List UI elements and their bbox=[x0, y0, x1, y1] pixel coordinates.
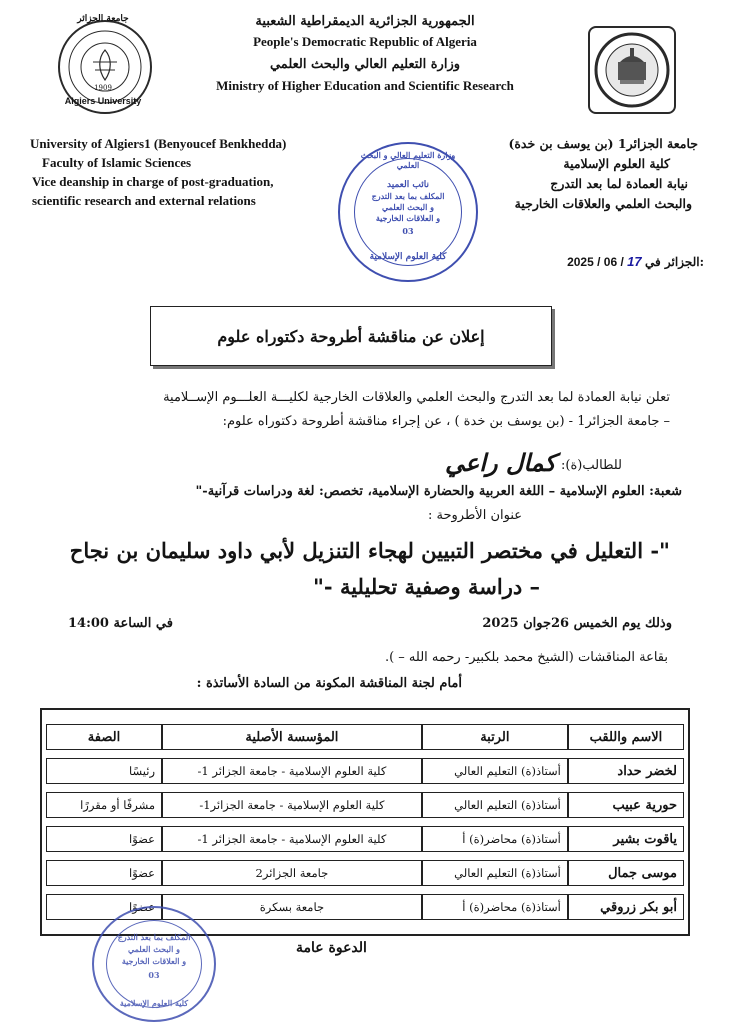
intro-line-1: تعلن نيابة العمادة لما بعد التدرج والبحث العلمي والعلاقات الخارجية لكليـــة العلـــوم الإســلامية bbox=[163, 390, 670, 405]
student-line bbox=[445, 448, 622, 477]
member-institution: جامعة الجزائر2 bbox=[162, 860, 422, 886]
header-name: الاسم واللقب bbox=[568, 724, 684, 750]
member-rank: أستاذ(ة) التعليم العالي bbox=[422, 792, 568, 818]
table-row bbox=[46, 792, 684, 818]
stamp-line: المكلف بما بعد التدرج bbox=[371, 191, 445, 201]
member-institution: جامعة بسكرة bbox=[162, 894, 422, 920]
ministry-arabic: وزارة التعليم العالي والبحث العلمي bbox=[269, 57, 461, 72]
member-name: ياقوت بشير bbox=[568, 826, 684, 852]
institution-line: University of Algiers1 (Benyoucef Benkhedda) bbox=[30, 136, 287, 151]
republic-arabic: الجمهورية الجزائرية الديمقراطية الشعبية bbox=[255, 14, 475, 29]
logo-english-text: Algiers University bbox=[64, 96, 142, 106]
member-institution: كلية العلوم الإسلامية - جامعة الجزائر1- bbox=[162, 792, 422, 818]
member-institution: كلية العلوم الإسلامية - جامعة الجزائر 1- bbox=[162, 826, 422, 852]
stamp-line: و البحث العلمي bbox=[382, 202, 434, 212]
member-role: عضوًا bbox=[46, 860, 162, 886]
faculty-logo bbox=[588, 26, 676, 114]
institution-line: كلية العلوم الإسلامية bbox=[563, 156, 670, 171]
member-name: لخضر حداد bbox=[568, 758, 684, 784]
thesis-label: عنوان الأطروحة : bbox=[427, 508, 522, 523]
defense-hall: بقاعة المناقشات (الشيخ محمد بلكبير- رحمه الله – ). bbox=[384, 650, 668, 665]
issue-date: 2025 / 06 / 17 الجزائر في: bbox=[567, 254, 704, 269]
member-rank: أستاذ(ة) محاضر(ة) أ bbox=[422, 894, 568, 920]
intro-line-2: – جامعة الجزائر1 - (بن يوسف بن خدة ) ، عن إجراء مناقشة أطروحة دكتوراه علوم: bbox=[222, 414, 670, 429]
stamp-line: نائب العميد bbox=[387, 180, 429, 190]
institution-block-arabic bbox=[508, 134, 698, 214]
member-rank: أستاذ(ة) محاضر(ة) أ bbox=[422, 826, 568, 852]
member-rank: أستاذ(ة) التعليم العالي bbox=[422, 860, 568, 886]
table-row bbox=[46, 758, 684, 784]
member-name: موسى جمال bbox=[568, 860, 684, 886]
header-rank: الرتبة bbox=[422, 724, 568, 750]
date-month: 06 bbox=[603, 255, 618, 269]
stamp-number: 03 bbox=[148, 970, 160, 980]
member-rank: أستاذ(ة) التعليم العالي bbox=[422, 758, 568, 784]
member-role: مشرفًا أو مقررًا bbox=[46, 792, 162, 818]
stamp-line: و البحث العلمي bbox=[128, 944, 180, 954]
institution-line: Vice deanship in charge of post-graduation, bbox=[32, 174, 274, 189]
institution-block-english bbox=[30, 134, 286, 210]
table-row bbox=[46, 860, 684, 886]
institution-line: Faculty of Islamic Sciences bbox=[42, 155, 192, 170]
date-day: 17 bbox=[627, 254, 642, 269]
ministry-english: Ministry of Higher Education and Scientific Research bbox=[216, 78, 514, 93]
institution-line: scientific research and external relations bbox=[32, 193, 256, 208]
stamp-bottom-text: كلية العلوم الإسلامية bbox=[119, 998, 189, 1008]
institution-line: نيابة العمادة لما بعد التدرج bbox=[550, 176, 688, 191]
date-label: الجزائر في: bbox=[644, 255, 704, 269]
stamp-bottom-text: كلية العلوم الإسلامية bbox=[369, 252, 447, 262]
table-row bbox=[46, 826, 684, 852]
institution-line: والبحث العلمي والعلاقات الخارجية bbox=[514, 196, 692, 211]
defense-time: في الساعة 14:00 bbox=[68, 616, 173, 631]
public-invitation: الدعوة عامة bbox=[296, 940, 367, 956]
date-year: 2025 bbox=[567, 255, 594, 269]
member-institution: كلية العلوم الإسلامية - جامعة الجزائر 1- bbox=[162, 758, 422, 784]
stamp-line: المكلف بما بعد التدرج bbox=[117, 932, 191, 942]
member-role: عضوًا bbox=[46, 894, 162, 920]
header-role: الصفة bbox=[46, 724, 162, 750]
defense-date: وذلك يوم الخميس 26جوان 2025 bbox=[482, 616, 672, 631]
member-name: حورية عبيب bbox=[568, 792, 684, 818]
announcement-title: إعلان عن مناقشة أطروحة دكتوراه علوم bbox=[150, 306, 552, 366]
jury-table bbox=[40, 708, 690, 936]
official-stamp bbox=[338, 142, 478, 282]
header-institution: المؤسسة الأصلية bbox=[162, 724, 422, 750]
official-stamp-bottom bbox=[92, 906, 216, 1022]
logo-year: 1909 bbox=[94, 84, 112, 92]
stamp-ring-text: وزارة التعليم العالي و البحث العلمي bbox=[360, 150, 456, 170]
member-role: عضوًا bbox=[46, 826, 162, 852]
thesis-title-line-2: – دراسة وصفية تحليلية -" bbox=[312, 574, 540, 599]
stamp-line: و العلاقات الخارجية bbox=[121, 956, 187, 966]
institution-line: جامعة الجزائر1 (بن يوسف بن خدة) bbox=[508, 136, 698, 151]
committee-intro: أمام لجنة المناقشة المكونة من السادة الأساتذة : bbox=[196, 676, 462, 691]
stamp-number: 03 bbox=[402, 226, 414, 236]
student-label: للطالب(ة): bbox=[561, 458, 622, 473]
table-header-row bbox=[46, 724, 684, 750]
republic-english: People's Democratic Republic of Algeria bbox=[253, 34, 477, 49]
branch-specialty: شعبة: العلوم الإسلامية – اللغة العربية والحضارة الإسلامية، تخصص: لغة ودراسات قرآنية-" bbox=[195, 484, 682, 499]
student-name: كمال راعي bbox=[444, 448, 556, 477]
faculty-emblem-icon bbox=[590, 28, 674, 112]
member-role: رئيسًا bbox=[46, 758, 162, 784]
thesis-title-line-1: "- التعليل في مختصر التبيين لهجاء التنزيل لأبي داود سليمان بن نجاح bbox=[69, 538, 670, 563]
logo-arabic-text: جامعة الجزائر bbox=[77, 14, 129, 24]
stamp-line: و العلاقات الخارجية bbox=[375, 213, 441, 223]
member-name: أبو بكر زروقي bbox=[568, 894, 684, 920]
